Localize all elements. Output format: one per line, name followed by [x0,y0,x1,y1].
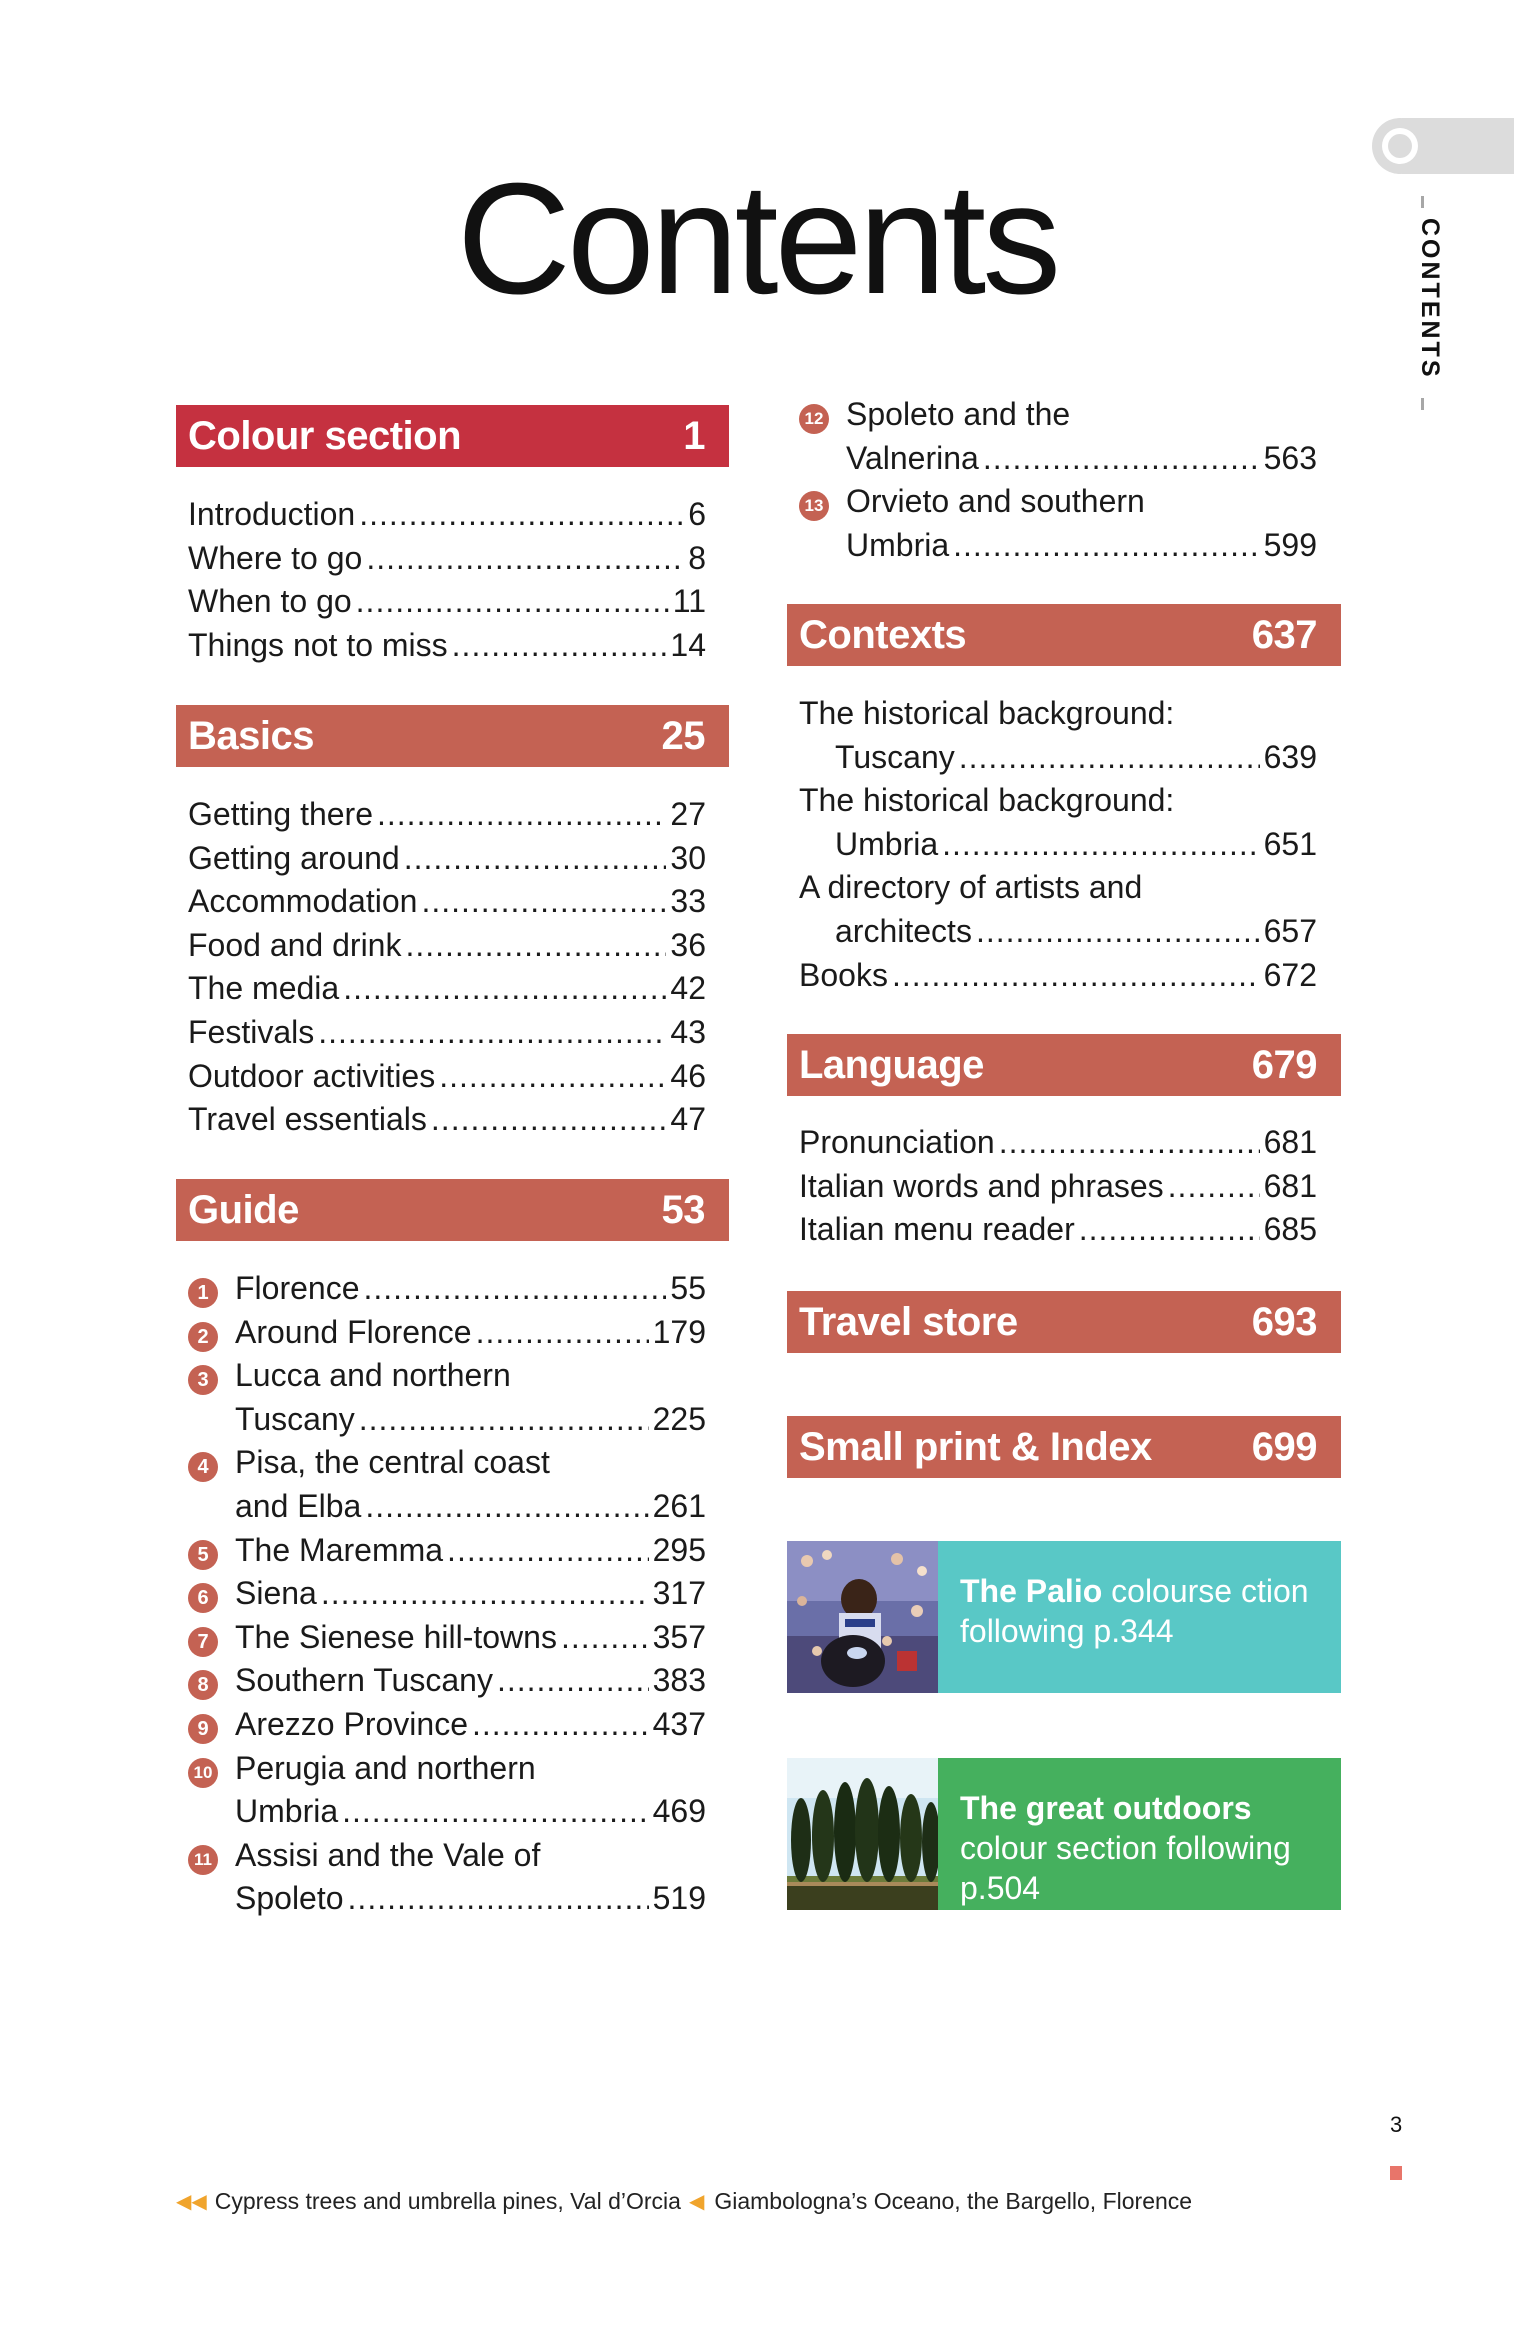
guide-item-cont[interactable]: Spoleto ..... 519 [188,1880,706,1924]
contexts-list [799,695,1317,1000]
section-language-label: Language [799,1042,984,1087]
chapter-number-icon: 4 [188,1452,218,1482]
chapter-number-icon: 1 [188,1278,218,1308]
chapter-number-icon: 10 [188,1758,218,1788]
language-list [799,1124,1317,1255]
list-item[interactable]: The media ..... 42 [188,970,706,1014]
promo-palio-text: The Palio colourse ction following p.344 [938,1541,1341,1693]
caption-left: Cypress trees and umbrella pines, Val d’Orcia [214,2188,681,2214]
list-item[interactable]: The historical background: [799,695,1175,731]
guide-item[interactable]: 6 Siena ..... 317 [188,1575,706,1619]
guide-item-cont[interactable]: Umbria ..... 469 [188,1793,706,1837]
chapter-number-icon: 13 [799,491,829,521]
guide-item-cont[interactable]: Valnerina ..... 563 [799,440,1317,484]
page-title: Contents [456,151,1058,327]
guide-item-cont[interactable]: and Elba ..... 261 [188,1488,706,1532]
list-item[interactable]: Travel essentials ..... 47 [188,1101,706,1145]
section-colour[interactable] [176,405,729,467]
promo-outdoors[interactable] [787,1758,1341,1910]
list-item-cont[interactable]: architects ..... 657 [799,913,1317,957]
list-item[interactable]: Italian words and phrases ..... 681 [799,1168,1317,1212]
section-guide-page: 53 [661,1187,705,1232]
section-language-page: 679 [1251,1042,1317,1087]
guide-item[interactable]: 3 Lucca and northern [188,1357,706,1401]
guide-item[interactable]: 1 Florence ..... 55 [188,1270,706,1314]
section-colour-label: Colour section [188,413,462,458]
guide-item-cont[interactable]: Umbria ..... 599 [799,527,1317,571]
section-travel-store[interactable] [787,1291,1341,1353]
palio-photo [787,1541,938,1693]
page-marker [1390,2166,1402,2180]
list-item[interactable]: Introduction ..... 6 [188,496,706,540]
section-small-print[interactable] [787,1416,1341,1478]
guide-list-continued [799,396,1317,570]
list-item-cont[interactable]: Tuscany ..... 639 [799,739,1317,783]
chapter-number-icon: 7 [188,1627,218,1657]
guide-item[interactable]: 9 Arezzo Province ..... 437 [188,1706,706,1750]
list-item[interactable]: Outdoor activities ..... 46 [188,1058,706,1102]
guide-item[interactable]: 2 Around Florence ..... 179 [188,1314,706,1358]
section-basics-page: 25 [661,713,705,758]
basics-list [188,796,706,1145]
section-travel-store-page: 693 [1251,1299,1317,1344]
section-basics[interactable] [176,705,729,767]
promo-palio[interactable] [787,1541,1341,1693]
guide-item[interactable]: 4 Pisa, the central coast [188,1444,706,1488]
section-contexts[interactable] [787,604,1341,666]
footer-captions [176,2188,1192,2215]
section-colour-page: 1 [683,413,705,458]
guide-item-cont[interactable]: Tuscany ..... 225 [188,1401,706,1445]
section-basics-label: Basics [188,713,314,758]
chapter-number-icon: 11 [188,1845,218,1875]
double-left-arrow-icon: ◀◀ [176,2191,207,2213]
list-item[interactable]: The historical background: [799,782,1175,819]
section-travel-store-label: Travel store [799,1299,1018,1344]
list-item-cont[interactable]: Umbria ..... 651 [799,826,1317,870]
section-contexts-page: 637 [1251,612,1317,657]
chapter-number-icon: 8 [188,1670,218,1700]
chapter-number-icon: 6 [188,1583,218,1613]
section-guide[interactable] [176,1179,729,1241]
section-small-print-label: Small print & Index [799,1424,1152,1469]
section-contexts-label: Contexts [799,612,967,657]
guide-item[interactable]: 5 The Maremma ..... 295 [188,1532,706,1576]
outdoors-photo [787,1758,938,1910]
side-tick-top [1421,196,1424,208]
list-item[interactable]: When to go ..... 11 [188,583,706,627]
side-tab-label: CONTENTS [1416,218,1444,380]
page-number: 3 [1390,2112,1403,2137]
list-item[interactable]: Food and drink ..... 36 [188,927,706,971]
list-item[interactable]: Getting there ..... 27 [188,796,706,840]
guide-item[interactable]: 11 Assisi and the Vale of [188,1837,706,1881]
side-tick-bottom [1421,398,1424,410]
section-language[interactable] [787,1034,1341,1096]
list-item[interactable]: Pronunciation ..... 681 [799,1124,1317,1168]
guide-item[interactable]: 7 The Sienese hill-towns ..... 357 [188,1619,706,1663]
list-item[interactable]: A directory of artists and [799,869,1143,906]
list-item[interactable]: Italian menu reader ..... 685 [799,1211,1317,1255]
side-tab-ring-center [1388,134,1412,158]
list-item[interactable]: Festivals ..... 43 [188,1014,706,1058]
list-item[interactable]: Books ..... 672 [799,957,1317,1001]
guide-item[interactable]: 10 Perugia and northern [188,1750,706,1794]
section-guide-label: Guide [188,1187,299,1232]
chapter-number-icon: 5 [188,1540,218,1570]
list-item[interactable]: Getting around ..... 30 [188,840,706,884]
guide-item[interactable]: 13 Orvieto and southern [799,483,1317,527]
list-item[interactable]: Things not to miss ..... 14 [188,627,706,671]
chapter-number-icon: 12 [799,404,829,434]
section-small-print-page: 699 [1251,1424,1317,1469]
list-item[interactable]: Accommodation ..... 33 [188,883,706,927]
guide-item[interactable]: 12 Spoleto and the [799,396,1317,440]
list-item[interactable]: Where to go ..... 8 [188,540,706,584]
left-arrow-icon: ◀ [688,2191,705,2213]
guide-item[interactable]: 8 Southern Tuscany ..... 383 [188,1662,706,1706]
chapter-number-icon: 2 [188,1322,218,1352]
guide-list [188,1270,706,1924]
chapter-number-icon: 9 [188,1714,218,1744]
caption-right: Giambologna’s Oceano, the Bargello, Florence [714,2188,1193,2214]
colour-list [188,496,706,670]
chapter-number-icon: 3 [188,1365,218,1395]
promo-outdoors-text: The great outdoors colour section following p.504 [938,1758,1341,1910]
